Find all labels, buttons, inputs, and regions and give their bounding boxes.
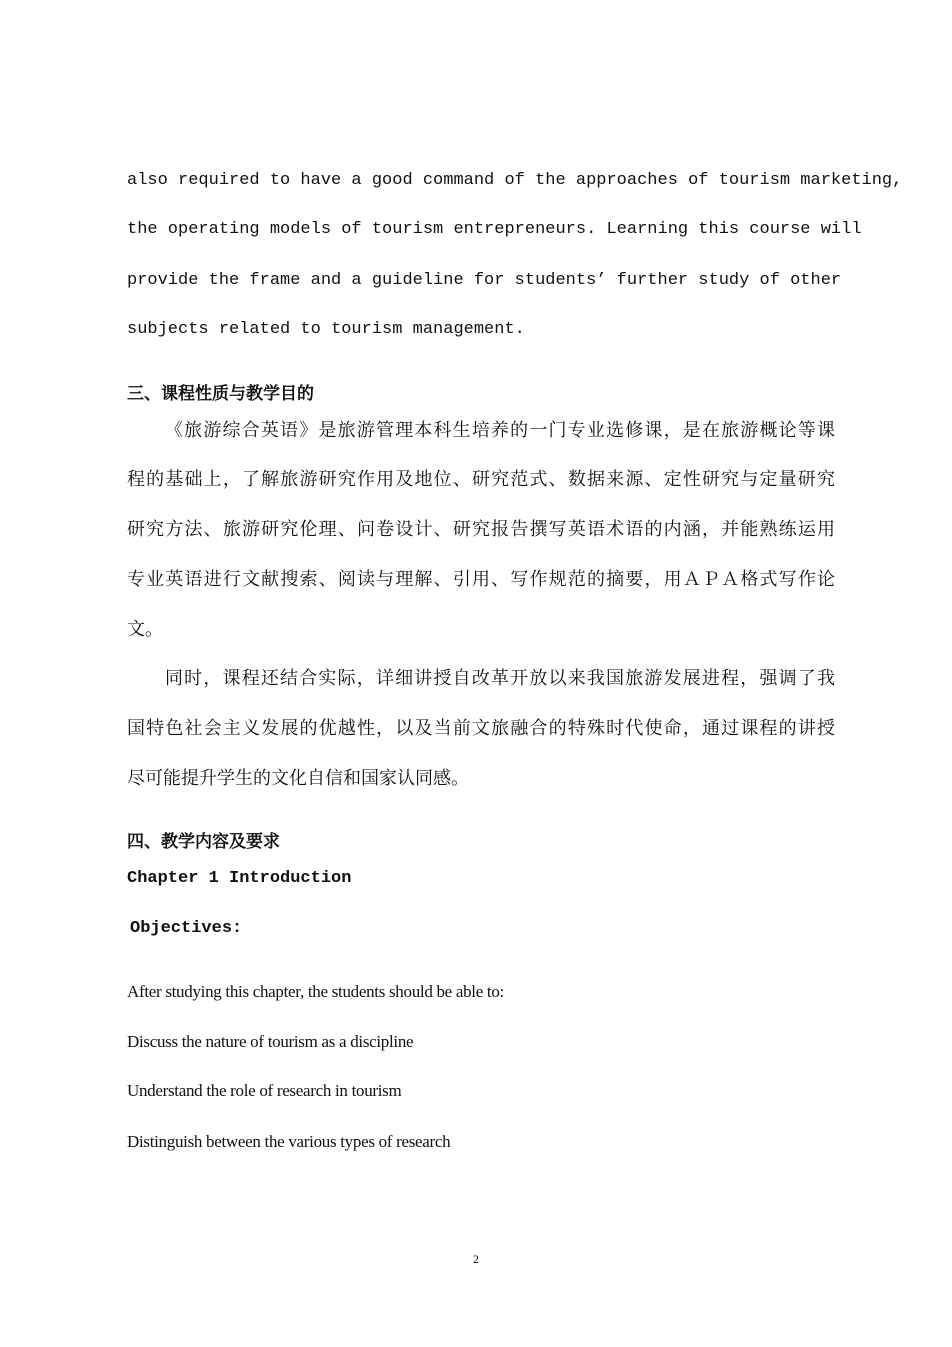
objective-item-3: Distinguish between the various types of research: [127, 1132, 451, 1151]
intro-line-4: subjects related to tourism management.: [127, 320, 525, 339]
objectives-intro: After studying this chapter, the students should be able to:: [127, 982, 504, 1001]
section-3-p1-line-2: 程的基础上，了解旅游研究作用及地位、研究范式、数据来源、定性研究与定量研究: [127, 469, 835, 490]
section-3-p1-line-4: 专业英语进行文献搜索、阅读与理解、引用、写作规范的摘要，用ＡＰＡ格式写作论: [127, 569, 835, 590]
objective-item-2: Understand the role of research in tourism: [127, 1081, 402, 1100]
section-3-p2-line-3: 尽可能提升学生的文化自信和国家认同感。: [127, 768, 469, 789]
section-3-p2-line-2: 国特色社会主义发展的优越性，以及当前文旅融合的特殊时代使命，通过课程的讲授: [127, 718, 835, 739]
intro-line-1: also required to have a good command of the approaches of tourism marketing,: [127, 171, 903, 190]
objective-item-1: Discuss the nature of tourism as a discipline: [127, 1032, 414, 1051]
section-3-p1-line-5: 文。: [127, 619, 163, 640]
objectives-label: Objectives:: [130, 919, 243, 938]
section-3-heading: 三、课程性质与教学目的: [127, 384, 314, 404]
section-3-p1-line-3: 研究方法、旅游研究伦理、问卷设计、研究报告撰写英语术语的内涵，并能熟练运用: [127, 519, 835, 540]
section-3-p2-line-1: 同时，课程还结合实际，详细讲授自改革开放以来我国旅游发展进程，强调了我: [165, 668, 835, 689]
page-number: 2: [473, 1252, 479, 1266]
section-3-p1-line-1: 《旅游综合英语》是旅游管理本科生培养的一门专业选修课，是在旅游概论等课: [165, 420, 835, 441]
intro-line-2: the operating models of tourism entrepreneurs. Learning this course will: [127, 220, 862, 239]
chapter-title: Chapter 1 Introduction: [127, 869, 352, 888]
intro-line-3: provide the frame and a guideline for students’ further study of other: [127, 271, 842, 290]
section-4-heading: 四、教学内容及要求: [127, 832, 280, 852]
